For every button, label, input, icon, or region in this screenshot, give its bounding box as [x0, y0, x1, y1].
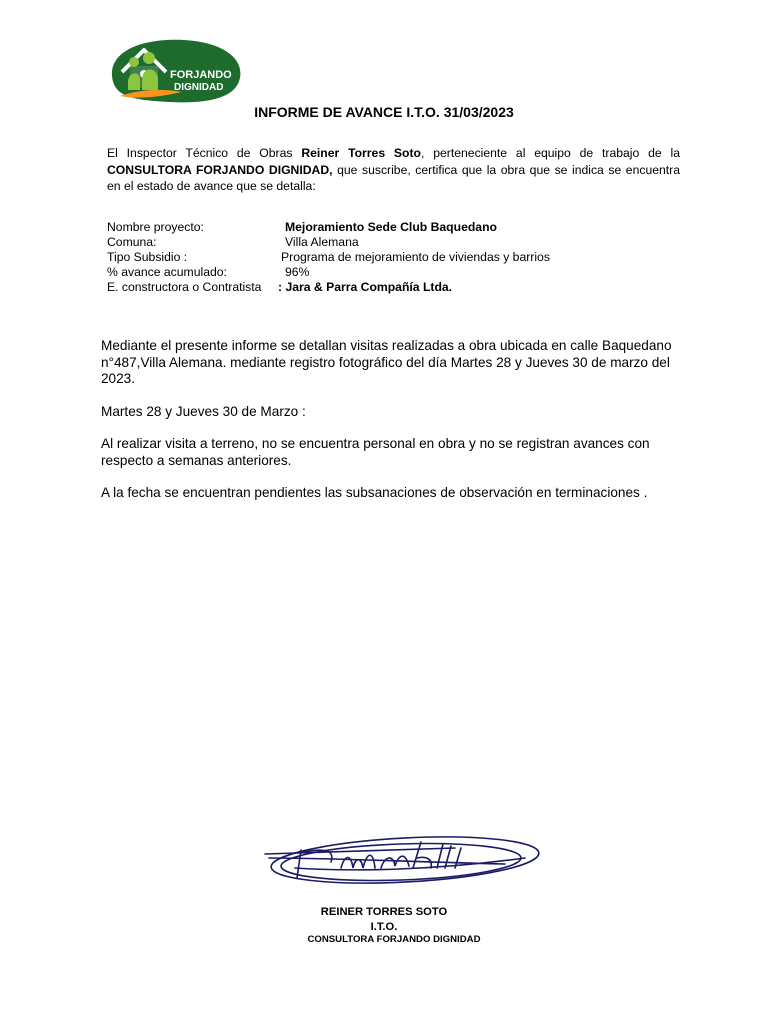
company-name: CONSULTORA FORJANDO DIGNIDAD, [107, 162, 333, 177]
signer-role: I.T.O. [370, 921, 398, 933]
detail-value: Mejoramiento Sede Club Baquedano [285, 220, 497, 234]
intro-paragraph: El Inspector Técnico de Obras Reiner Torres Soto, perteneciente al equipo de trabajo de la CONSULTORA FORJANDO DIGNIDAD, que suscribe, certifica que la obra que se indica se encuentra en el estado de avance que se detalla: [107, 146, 680, 193]
detail-label: E. constructora o Contratista [107, 280, 262, 294]
handwritten-signature [255, 828, 545, 898]
detail-value: Villa Alemana [285, 235, 359, 249]
body-paragraph: Martes 28 y Jueves 30 de Marzo : [101, 403, 306, 419]
detail-label: Comuna: [107, 235, 157, 249]
detail-value: 96% [285, 265, 310, 279]
report-title: INFORME DE AVANCE I.T.O. 31/03/2023 [254, 104, 514, 120]
detail-label: % avance acumulado: [107, 265, 227, 279]
inspector-name: Reiner Torres Soto [301, 146, 422, 160]
report-body [101, 338, 691, 518]
svg-text:DIGNIDAD: DIGNIDAD [174, 82, 224, 93]
detail-label: Tipo Subsidio : [107, 250, 188, 264]
svg-text:FORJANDO: FORJANDO [170, 69, 232, 81]
figure-head-2 [143, 52, 155, 64]
body-paragraph: Mediante el presente informe se detallan visitas realizadas a obra ubicada en calle Baquedano n°487,Villa Alemana. mediante registro fotográfico del día Martes 28 y Jueves 30 de marzo del 2023. [101, 338, 672, 386]
detail-value: Programa de mejoramiento de viviendas y barrios [281, 250, 550, 264]
forjando-dignidad-logo [104, 36, 244, 106]
signer-name: REINER TORRES SOTO [320, 906, 448, 918]
signer-organization: CONSULTORA FORJANDO DIGNIDAD [307, 934, 481, 945]
body-paragraph: A la fecha se encuentran pendientes las subsanaciones de observación en terminaciones . [101, 485, 648, 500]
body-paragraph: Al realizar visita a terreno, no se encuentra personal en obra y no se registran avances con respecto a semanas anteriores. [101, 436, 650, 468]
detail-label: Nombre proyecto: [107, 220, 204, 234]
figure-head-1 [129, 57, 139, 67]
detail-value: : Jara & Parra Compañía Ltda. [278, 280, 453, 294]
